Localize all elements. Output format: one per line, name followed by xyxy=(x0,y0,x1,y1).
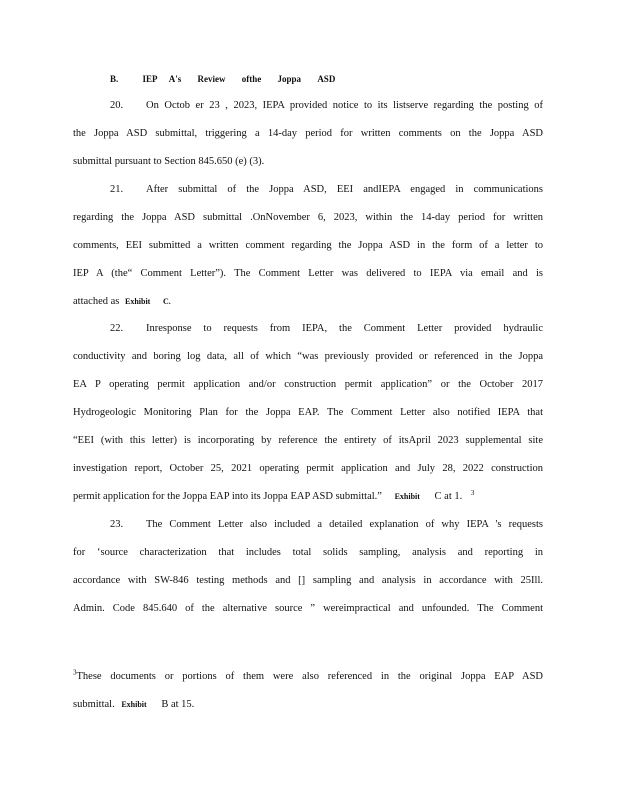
footnote-mark: 3 xyxy=(73,668,77,677)
paragraph-20-line: submittal pursuant to Section 845.650 (e) (3). xyxy=(73,156,265,167)
paragraph-number: 21. xyxy=(110,184,124,195)
paragraph-22-line: “EEI (with this letter) is incorporating by reference the entirety of itsApril 2023 supplemental site xyxy=(73,435,543,446)
exhibit-citation: C at 1. xyxy=(434,491,463,502)
paragraph-21-line: IEP A (the“ Comment Letter”). The Comment Letter was delivered to IEPA via email and is xyxy=(73,268,543,279)
paragraph-21-line xyxy=(73,295,543,309)
exhibit-ref: Exhibit xyxy=(121,700,147,709)
paragraph-20-line: the Joppa ASD submittal, triggering a 14-day period for written comments on the Joppa ASD xyxy=(73,128,543,139)
exhibit-citation: B at 15. xyxy=(161,699,195,710)
footnote-line xyxy=(73,670,543,684)
heading-word: Review xyxy=(197,74,226,84)
paragraph-21-line xyxy=(110,183,543,197)
heading-word: ASD xyxy=(317,74,336,84)
section-label: B. xyxy=(110,74,119,84)
paragraph-23-line: for ‘source characterization that includes total solids sampling, analysis and reporting in xyxy=(73,547,543,558)
paragraph-number: 23. xyxy=(110,519,124,530)
exhibit-ref: Exhibit xyxy=(124,297,151,306)
paragraph-22-line xyxy=(73,490,543,504)
paragraph-text: attached as xyxy=(73,296,120,307)
paragraph-number: 22. xyxy=(110,323,124,334)
paragraph-22-line: Hydrogeologic Monitoring Plan for the Joppa EAP. The Comment Letter also notified IEPA that xyxy=(73,407,543,418)
exhibit-letter: C. xyxy=(162,297,171,306)
footnote-mark: 3 xyxy=(470,488,475,497)
paragraph-21-line: comments, EEI submitted a written comment regarding the Joppa ASD in the form of a letter to xyxy=(73,240,543,251)
paragraph-23-line xyxy=(110,518,543,532)
exhibit-ref: Exhibit xyxy=(394,492,420,501)
footnote-line xyxy=(73,698,543,712)
paragraph-20-line xyxy=(110,99,543,113)
paragraph-text: The Comment Letter also included a detailed explanation of why IEPA 's requests xyxy=(146,519,543,530)
paragraph-text: permit application for the Joppa EAP into its Joppa EAP ASD submittal.” xyxy=(73,491,382,502)
paragraph-text: On Octob er 23 , 2023, IEPA provided notice to its listserve regarding the posting of xyxy=(146,100,543,111)
paragraph-23-line: Admin. Code 845.640 of the alternative source ” wereimpractical and unfounded. The Comment xyxy=(73,603,543,614)
heading-word: Joppa xyxy=(277,74,302,84)
footnote-text: submittal. xyxy=(73,699,115,710)
paragraph-21-line: regarding the Joppa ASD submittal .OnNovember 6, 2023, within the 14-day period for written xyxy=(73,212,543,223)
paragraph-22-line: investigation report, October 25, 2021 operating permit application and July 28, 2022 construction xyxy=(73,463,543,474)
paragraph-22-line: EA P operating permit application and/or construction permit application” or the October 2017 xyxy=(73,379,543,390)
paragraph-22-line xyxy=(110,322,543,336)
footnote-text: These documents or portions of them were also referenced in the original Joppa EAP ASD xyxy=(76,671,543,682)
heading-word: IEP xyxy=(142,74,158,84)
section-heading xyxy=(110,74,349,84)
paragraph-text: Inresponse to requests from IEPA, the Comment Letter provided hydraulic xyxy=(146,323,543,334)
paragraph-number: 20. xyxy=(110,100,124,111)
paragraph-22-line: conductivity and boring log data, all of which “was previously provided or referenced in the Joppa xyxy=(73,351,543,362)
paragraph-text: After submittal of the Joppa ASD, EEI andIEPA engaged in communications xyxy=(146,184,543,195)
heading-word: ofthe xyxy=(241,74,262,84)
heading-word: A's xyxy=(168,74,182,84)
paragraph-23-line: accordance with SW-846 testing methods and [] sampling and analysis in accordance with 25Ill. xyxy=(73,575,543,586)
